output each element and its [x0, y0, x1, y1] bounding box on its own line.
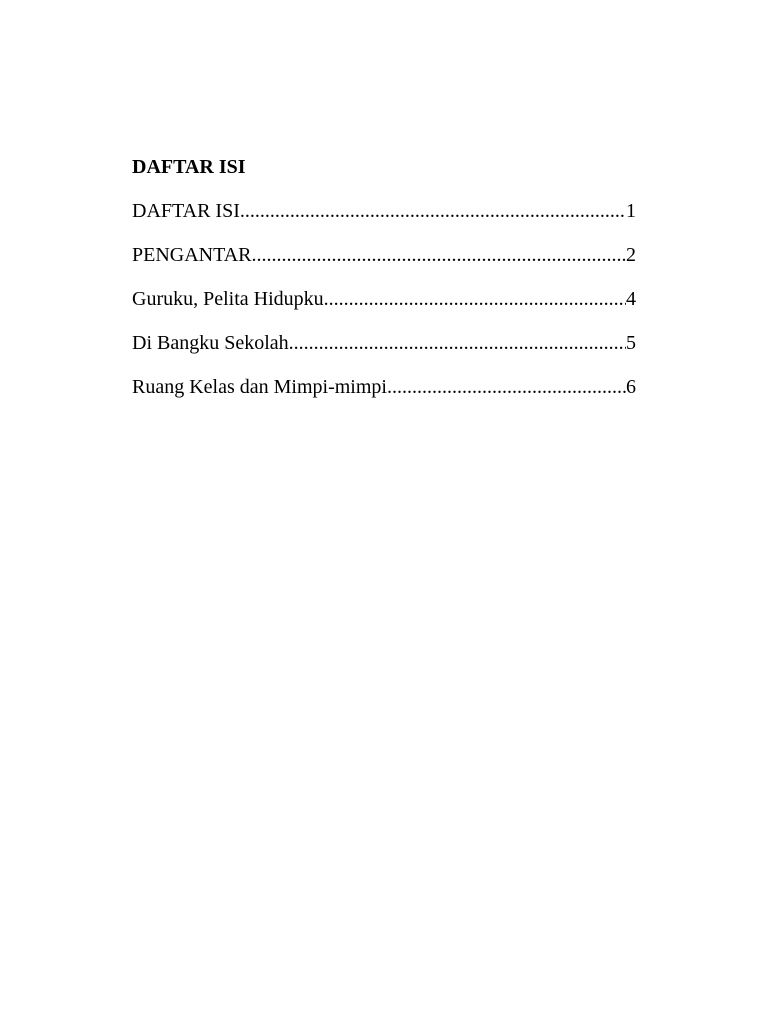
toc-dot-leader	[252, 241, 626, 269]
toc-entry	[132, 329, 636, 357]
toc-dot-leader	[240, 197, 626, 225]
toc-entry	[132, 241, 636, 269]
toc-page-number: 6	[626, 376, 636, 398]
toc-heading: DAFTAR ISI	[132, 156, 246, 178]
toc-page-number: 1	[626, 200, 636, 222]
toc-entry	[132, 197, 636, 225]
toc-entry-title: Ruang Kelas dan Mimpi-mimpi	[132, 376, 387, 398]
toc-entry-title: Di Bangku Sekolah	[132, 332, 289, 354]
toc-list	[132, 197, 636, 401]
toc-entry	[132, 285, 636, 313]
toc-entry	[132, 373, 636, 401]
toc-dot-leader	[387, 373, 626, 401]
toc-dot-leader	[289, 329, 626, 357]
toc-dot-leader	[324, 285, 626, 313]
toc-page-number: 5	[626, 332, 636, 354]
toc-page-number: 2	[626, 244, 636, 266]
toc-entry-title: Guruku, Pelita Hidupku	[132, 288, 324, 310]
toc-entry-title: DAFTAR ISI	[132, 200, 240, 222]
toc-entry-title: PENGANTAR	[132, 244, 252, 266]
toc-page-number: 4	[626, 288, 636, 310]
table-of-contents	[132, 153, 636, 417]
